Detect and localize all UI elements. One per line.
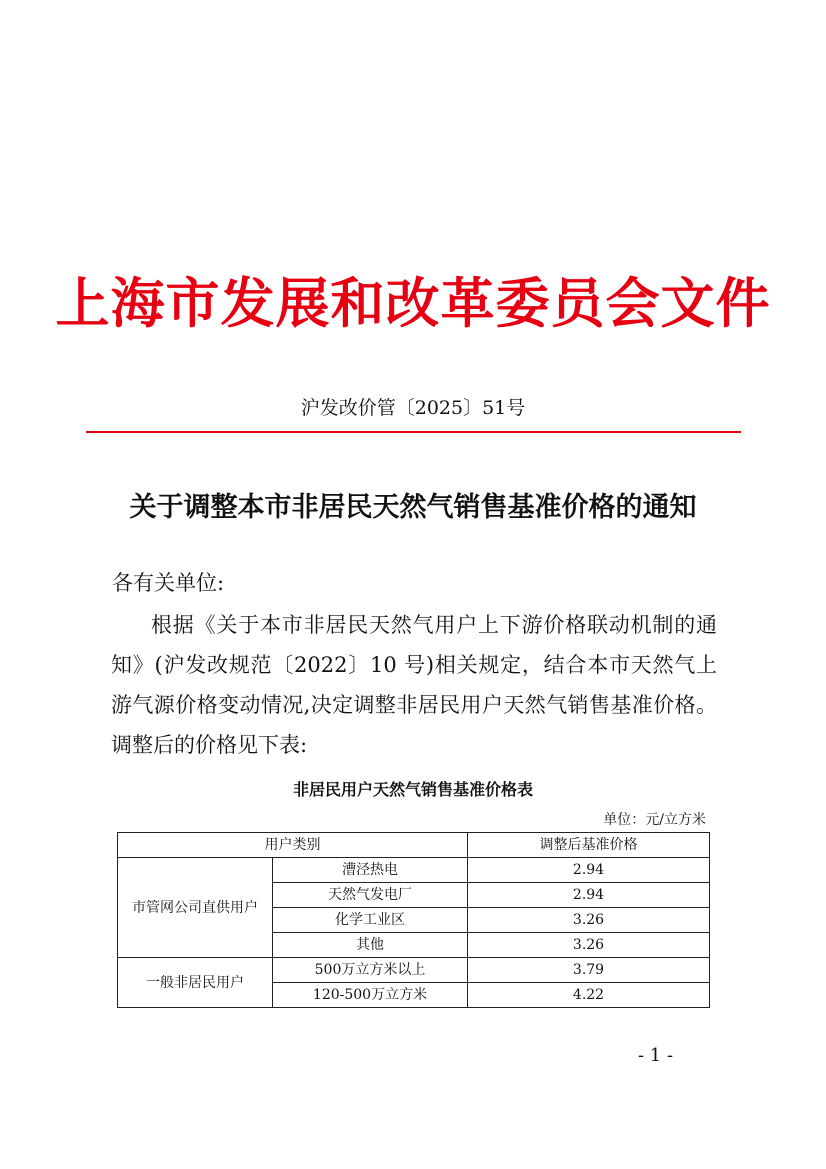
table-row — [118, 858, 710, 883]
notice-body — [111, 605, 717, 765]
user-type-cell: 天然气发电厂 — [273, 883, 468, 908]
body-line: 调整后的价格见下表: — [111, 733, 308, 757]
price-cell: 2.94 — [468, 858, 710, 883]
table-row — [118, 958, 710, 983]
user-type-cell: 500万立方米以上 — [273, 958, 468, 983]
price-cell: 3.26 — [468, 908, 710, 933]
price-cell: 3.79 — [468, 958, 710, 983]
document-number: 沪发改价管〔2025〕51号 — [300, 397, 526, 419]
notice-title: 关于调整本市非居民天然气销售基准价格的通知 — [129, 492, 697, 523]
body-line: 游气源价格变动情况,决定调整非居民用户天然气销售基准价格。 — [111, 693, 717, 717]
header-user-category: 用户类别 — [118, 833, 468, 858]
table-title: 非居民用户天然气销售基准价格表 — [292, 780, 533, 799]
body-line: 根据《关于本市非居民天然气用户上下游价格联动机制的通 — [151, 613, 717, 637]
user-type-cell: 120-500万立方米 — [273, 983, 468, 1008]
header-adjusted-price: 调整后基准价格 — [468, 833, 710, 858]
price-cell: 3.26 — [468, 933, 710, 958]
price-cell: 2.94 — [468, 883, 710, 908]
user-type-cell: 其他 — [273, 933, 468, 958]
price-cell: 4.22 — [468, 983, 710, 1008]
user-type-cell: 化学工业区 — [273, 908, 468, 933]
red-divider-line — [86, 431, 741, 433]
body-line: 知》(沪发改规范〔2022〕10 号)相关规定，结合本市天然气上 — [111, 653, 717, 677]
issuing-authority-title: 上海市发展和改革委员会文件 — [55, 271, 771, 335]
category-cell: 一般非居民用户 — [118, 958, 273, 1008]
salutation: 各有关单位: — [112, 571, 225, 595]
unit-label: 单位：元/立方米 — [603, 812, 706, 828]
price-table — [117, 832, 710, 1008]
user-type-cell: 漕泾热电 — [273, 858, 468, 883]
category-cell: 市管网公司直供用户 — [118, 858, 273, 958]
page-number: - 1 - — [638, 1045, 674, 1066]
table-header-row — [118, 833, 710, 858]
